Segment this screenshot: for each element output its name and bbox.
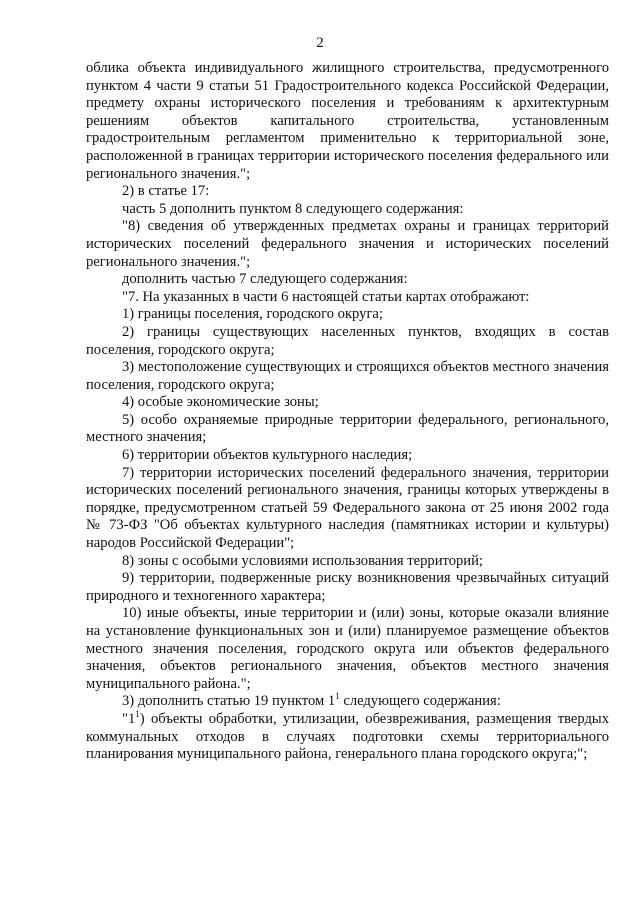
page-number: 2 [316,35,324,51]
article-19-text-end: следующего содержания: [339,693,501,710]
list-item-6: 6) территории объектов культурного наследия; [122,447,413,464]
list-item-2: 2) границы существующих населенных пунктов, входящих в состав поселения, городского округа; [86,323,609,358]
document-body [86,60,609,764]
list-item-5: 5) особо охраняемые природные территории федерального, регионального, местного значения; [86,411,609,446]
list-item-7: 7) территории исторических поселений федерального значения, территории исторических поселений регионального значения, границы которых утверждены в порядке, предусмотренном статьей 59 Федерального закона от 25 июня 2002 года № 73-ФЗ "Об объектах культурного наследия (памятниках истории и культуры) народов Российской Федерации"; [86,464,609,552]
article-19-text: 3) дополнить статью 19 пунктом 1 [122,693,336,710]
paragraph-part-7: дополнить частью 7 следующего содержания: [122,271,408,288]
paragraph-maps: "7. На указанных в части 6 настоящей статьи картах отображают: [122,288,530,305]
paragraph-part-5: часть 5 дополнить пунктом 8 следующего содержания: [122,200,464,217]
item-1-1-text: ) объекты обработки, утилизации, обезвреживания, размещения твердых коммунальных отходов в случаях подготовки схемы территориального планирования муниципального района, генерального плана городского округа;"; [86,710,609,763]
paragraph-article-19 [86,693,609,711]
list-item-10: 10) иные объекты, иные территории и (или) зоны, которые оказали влияние на установление функциональных зон и (или) планируемое размещение объектов местного значения поселения, городского округа или объектов федерального значения, объектов регионального значения, объектов местного значения муниципального района."; [86,605,609,692]
paragraph-continuation: облика объекта индивидуального жилищного строительства, предусмотренного пунктом 4 части 9 статьи 51 Градостроительного кодекса Российской Федерации, предмету охраны исторического поселения и требованиям к архитектурным решениям объектов капитального строительства, установленным градостроительным регламентом применительно к территориальной зоне, расположенной в границах территории исторического поселения федерального или регионального значения."; [86,60,609,182]
list-item-9: 9) территории, подверженные риску возникновения чрезвычайных ситуаций природного и техногенного характера; [86,570,609,604]
paragraph-item-1-1 [86,711,609,764]
list-item-3: 3) местоположение существующих и строящихся объектов местного значения поселения, городского округа; [86,359,609,393]
paragraph-article-17: 2) в статье 17: [122,183,210,200]
superscript: 1 [135,709,140,720]
paragraph-item-8: "8) сведения об утвержденных предметах охраны и границах территорий исторических поселений федерального значения и исторических поселений регионального значения."; [86,218,609,270]
list-item-4: 4) особые экономические зоны; [122,394,319,411]
item-1-1-open: "1 [122,710,136,727]
list-item-8: 8) зоны с особыми условиями использования территорий; [122,552,483,569]
list-item-1: 1) границы поселения, городского округа; [122,306,383,323]
superscript: 1 [335,691,340,702]
